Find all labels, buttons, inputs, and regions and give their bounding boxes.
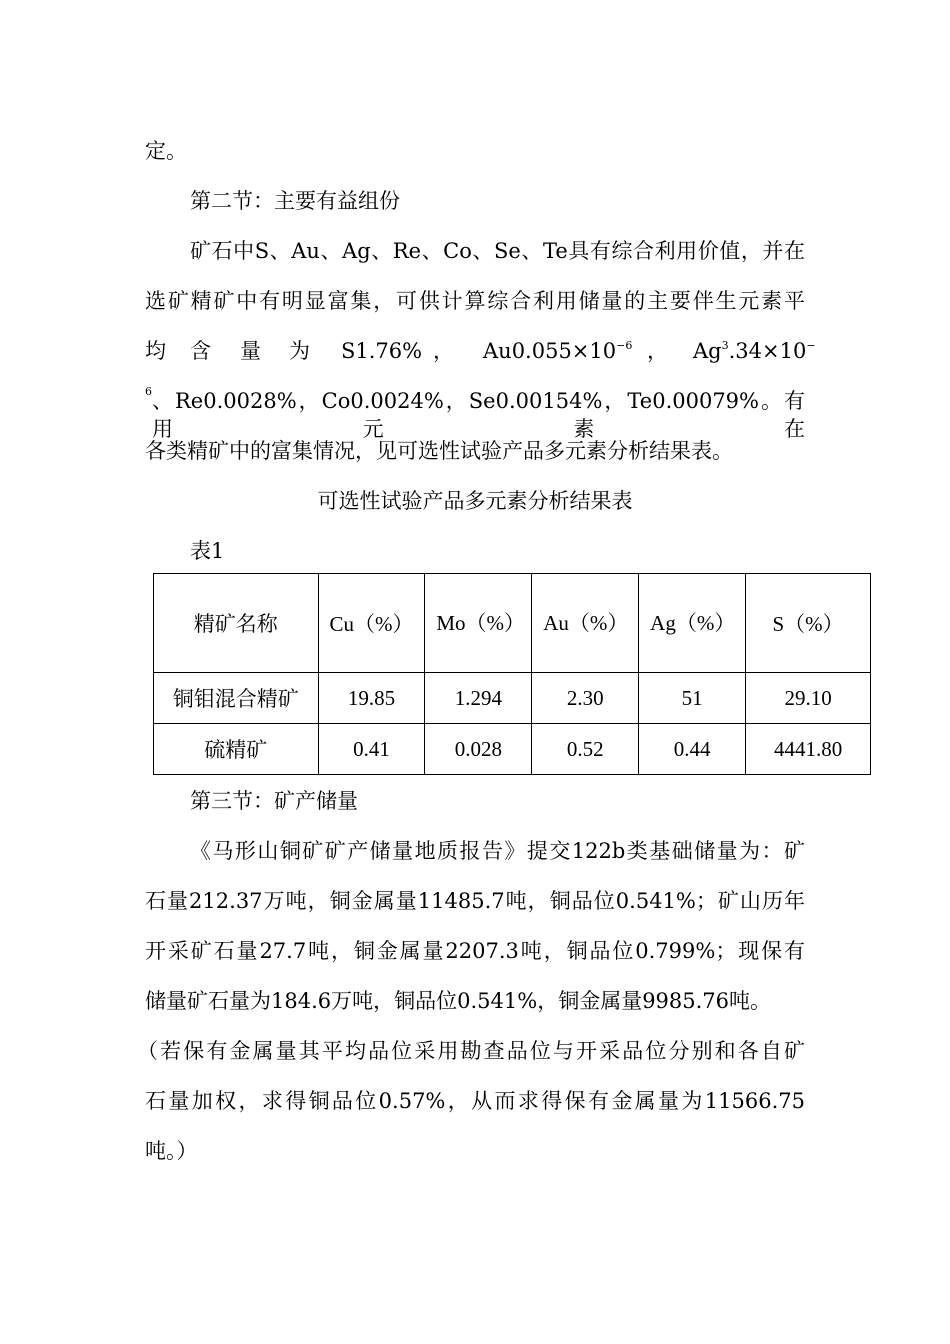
element-content-line-part [483,337,632,365]
table-cell: 1.294 [425,673,532,724]
gold-exponent: −6 [616,339,633,352]
paragraph-tail: 定。 [145,139,187,163]
body-line: 开采矿石量27.7吨，铜金属量2207.3吨，铜品位0.799%；现保有 [145,939,805,963]
body-line: 各类精矿中的富集情况，见可选性试验产品多元素分析结果表。 [145,439,733,463]
element-content-line-part [433,337,454,365]
header-cell [639,574,746,673]
table-cell: 0.41 [318,724,425,775]
silver-value: .34×10 [728,339,807,363]
comma: ， [647,339,668,363]
body-line: 矿石中S、Au、Ag、Re、Co、Se、Te具有综合利用价值，并在 [190,239,805,263]
element-content-line-part [190,337,211,365]
header-cell [425,574,532,673]
header-text: Ag（%） [650,611,736,635]
table-cell: 51 [639,673,746,724]
header-cell: Cu（%） [318,574,425,673]
table-cell: 0.028 [425,724,532,775]
header-cell: S（%） [746,574,871,673]
header-cell: 精矿名称 [154,574,319,673]
body-line: 吨。） [145,1139,198,1163]
word: 均 [145,339,166,363]
body-line: 石量加权，求得铜品位0.57%，从而求得保有金属量为11566.75 [145,1089,805,1113]
comma: ， [433,339,454,363]
header-text: Au（%） [543,611,629,635]
element-content-line [145,337,166,365]
sulfur-value: S1.76% [341,339,423,363]
table-cell: 19.85 [318,673,425,724]
header-text: Mo（%） [436,611,525,635]
body-line: （若保有金属量其平均品位采用勘查品位与开采品位分别和各自矿 [137,1039,805,1063]
silver-superscript: 3 [721,339,729,352]
table-row [154,673,871,724]
body-line: 石量212.37万吨，铜金属量11485.7吨，铜品位0.541%；矿山历年 [145,889,805,913]
section-heading-2: 第二节：主要有益组份 [190,189,400,213]
silver-exponent: − [806,339,816,352]
table-title: 可选性试验产品多元素分析结果表 [317,489,633,513]
element-content-line-part [693,337,816,365]
element-content-line-part [647,337,668,365]
table-cell: 29.10 [746,673,871,724]
results-table [153,573,871,775]
section-heading-3: 第三节：矿产储量 [190,789,358,813]
table-header-row [154,574,871,673]
table-label: 表1 [190,539,225,563]
word: 量 [240,339,261,363]
table-cell: 0.52 [532,724,639,775]
body-line: 选矿精矿中有明显富集，可供计算综合利用储量的主要伴生元素平 [145,289,805,313]
word: 为 [289,339,310,363]
silver-prefix: Ag [693,339,722,363]
table-cell: 硫精矿 [154,724,319,775]
table-row [154,724,871,775]
element-content-line-part [240,337,261,365]
body-line: 《马形山铜矿矿产储量地质报告》提交122b类基础储量为：矿 [190,839,805,863]
gold-value: Au0.055×10 [483,339,617,363]
table-cell: 4441.80 [746,724,871,775]
table-cell: 铜钼混合精矿 [154,673,319,724]
table-cell: 2.30 [532,673,639,724]
element-content-line-part [289,337,310,365]
exponent-continuation: 6 [145,385,152,398]
body-line: 、Re0.0028%，Co0.0024%，Se0.00154%，Te0.00079%。有用元素在 [152,389,805,441]
header-cell [532,574,639,673]
table-cell: 0.44 [639,724,746,775]
element-content-line-part [341,337,422,365]
word: 含 [190,339,211,363]
body-line: 储量矿石量为184.6万吨，铜品位0.541%，铜金属量9985.76吨。 [145,989,772,1013]
